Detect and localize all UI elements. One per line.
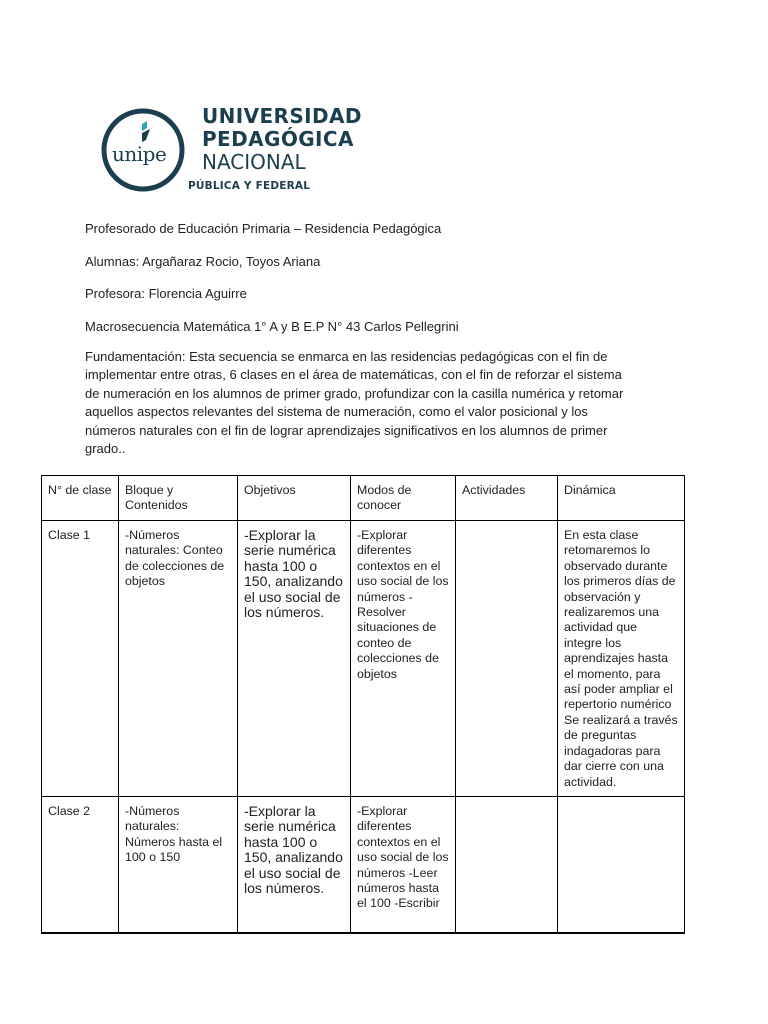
cell-dinamica: En esta clase retomaremos lo observado durante los primeros días de observación y realizaremos una actividad que integre los aprendizajes hasta el momento, para así poder ampliar el repertorio numérico Se realizará a través de preguntas indagadoras para dar cierre con una actividad. (558, 521, 685, 797)
unipe-logo (98, 100, 362, 200)
cell-actividades (456, 797, 558, 934)
cell-objetivos: -Explorar la serie numérica hasta 100 o 150, analizando el uso social de los números. (238, 521, 351, 797)
cell-clase: Clase 2 (42, 797, 119, 934)
lesson-table (41, 475, 685, 934)
header-cell-bloque: Bloque y Contenidos (119, 476, 238, 521)
program-title: Profesorado de Educación Primaria – Residencia Pedagógica (85, 221, 442, 236)
macrosequence-line: Macrosecuencia Matemática 1° A y B E.P N° 43 Carlos Pellegrini (85, 319, 459, 334)
cell-dinamica (558, 797, 685, 934)
unipe-wordmark: unipe (112, 142, 167, 166)
cell-clase: Clase 1 (42, 521, 119, 797)
table-row (42, 797, 685, 934)
header-cell-objetivos: Objetivos (238, 476, 351, 521)
cell-bloque: -Números naturales: Números hasta el 100 o 150 (119, 797, 238, 934)
cell-bloque: -Números naturales: Conteo de colecciones de objetos (119, 521, 238, 797)
logo-line-1: UNIVERSIDAD (202, 104, 362, 128)
table-row (42, 521, 685, 797)
header-cell-clase: N° de clase (42, 476, 119, 521)
logo-line-3: NACIONAL (202, 150, 306, 174)
teacher-line: Profesora: Florencia Aguirre (85, 286, 247, 301)
table-header-row (42, 476, 685, 521)
students-line: Alumnas: Argañaraz Rocio, Toyos Ariana (85, 254, 321, 269)
cell-objetivos: -Explorar la serie numérica hasta 100 o 150, analizando el uso social de los números. (238, 797, 351, 934)
header-cell-dinamica: Dinámica (558, 476, 685, 521)
logo-line-2: PEDAGÓGICA (202, 127, 354, 151)
fundamentacion-paragraph: Fundamentación: Esta secuencia se enmarca en las residencias pedagógicas con el fin de implementar entre otras, 6 clases en el área de matemáticas, con el fin de reforzar el sistema de numeración en los alumnos de primer grado, profundizar con la casilla numérica y retomar aquellos aspectos relevantes del sistema de numeración, como el valor posicional y los números naturales con el fin de lograr aprendizajes significativos en los alumnos de primer grado.. (85, 349, 624, 457)
header-cell-actividades: Actividades (456, 476, 558, 521)
cell-actividades (456, 521, 558, 797)
cell-modos: -Explorar diferentes contextos en el uso social de los números -Leer números hasta el 100 -Escribir (351, 797, 456, 934)
cell-modos: -Explorar diferentes contextos en el uso social de los números -Resolver situaciones de conteo de colecciones de objetos (351, 521, 456, 797)
logo-tagline: PÚBLICA Y FEDERAL (188, 180, 311, 192)
logo-title (202, 106, 362, 172)
header-cell-modos: Modos de conocer (351, 476, 456, 521)
